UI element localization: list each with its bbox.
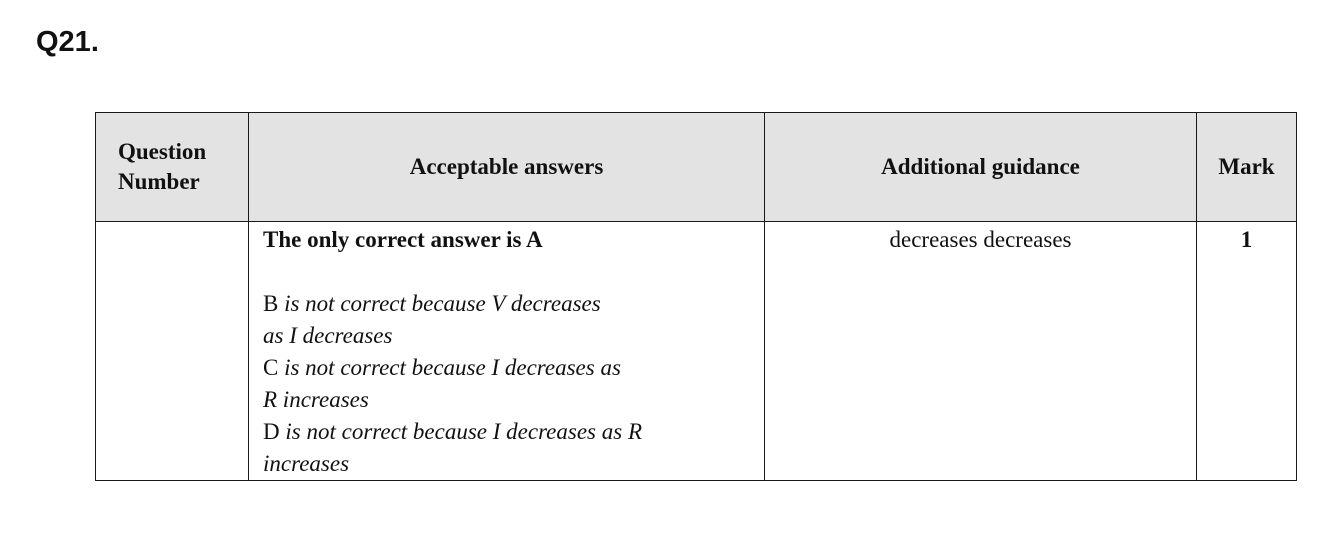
- question-title: Q21.: [36, 26, 99, 58]
- header-acceptable-answers: Acceptable answers: [249, 113, 765, 222]
- reason-b-text-line2: as I decreases: [263, 323, 393, 348]
- header-additional-guidance: Additional guidance: [765, 113, 1197, 222]
- reason-b-text-line1: is not correct because V decreases: [284, 291, 601, 316]
- header-mark: Mark: [1197, 113, 1297, 222]
- reason-c-text-line2: R increases: [263, 387, 369, 412]
- reason-d-text-line1: is not correct because I decreases as R: [285, 419, 642, 444]
- reason-c-text-line1: is not correct because I decreases as: [284, 355, 621, 380]
- mark-scheme-table: [95, 112, 1297, 481]
- reason-b: [263, 288, 750, 352]
- cell-additional-guidance: decreases decreases: [765, 222, 1197, 481]
- header-row: [96, 113, 1297, 222]
- reason-d-text-line2: increases: [263, 451, 350, 476]
- reason-d: [263, 416, 750, 480]
- header-question-number-line1: Question: [118, 139, 207, 164]
- reason-c-option: C: [263, 355, 279, 380]
- reason-c: [263, 352, 750, 416]
- correct-answer: The only correct answer is A: [263, 227, 543, 252]
- reason-b-option: B: [263, 291, 279, 316]
- cell-acceptable-answers: [249, 222, 765, 481]
- header-question-number: [96, 113, 249, 222]
- cell-mark: 1: [1197, 222, 1297, 481]
- reason-d-option: D: [263, 419, 280, 444]
- cell-question-number: [96, 222, 249, 481]
- table-row: [96, 222, 1297, 481]
- header-question-number-line2: Number: [118, 169, 200, 194]
